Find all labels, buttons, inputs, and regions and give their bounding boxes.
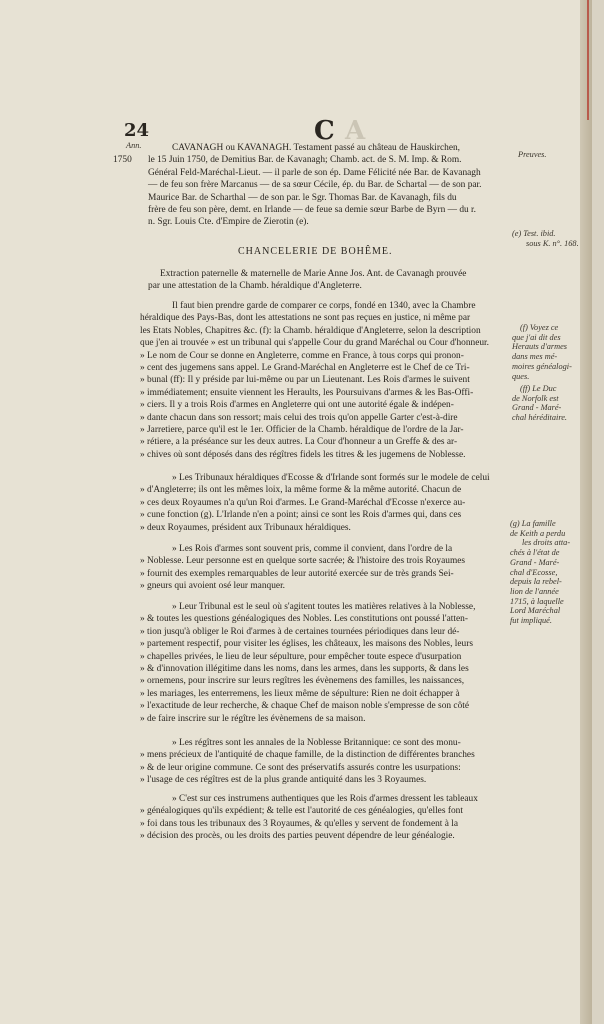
side-note-line: que j'ai dit des bbox=[512, 332, 561, 342]
paragraph-2 bbox=[140, 300, 489, 461]
text-line: » ces deux Royaumes n'a qu'un Roi d'armes. Le Grand-Maréchal d'Ecosse n'exerce au- bbox=[140, 497, 466, 508]
text-line: » immédiatement; ensuite viennent les Heraults, les Poursuivans d'armes & les Bas-Offi- bbox=[140, 387, 474, 398]
text-line: » chives où sont déposés dans des régîtres fidels les titres & les jugemens de Noblesse. bbox=[140, 449, 466, 460]
paragraph-1 bbox=[148, 268, 466, 293]
section-title: CHANCELERIE DE BOHÊME. bbox=[238, 246, 393, 257]
text-line: » fournit des exemples remarquables de leur autorité exercée sur de très grands Sei- bbox=[140, 568, 454, 579]
text-line: » cent des jugemens sans appel. Le Grand-Maréchal en Angleterre est le Chef de ce Tri- bbox=[140, 363, 470, 374]
text-line: » & d'innovation illégitime dans les noms, dans les armes, dans les supports, & dans les bbox=[140, 664, 469, 675]
side-note-line: depuis la rebel- bbox=[510, 577, 562, 587]
text-line: » bunal (ff): Il y préside par lui-même ou par un Lieutenant. Les Rois d'armes le suivent bbox=[140, 375, 470, 386]
side-note-line: (e) Test. ibid. bbox=[512, 229, 556, 238]
text-line: » Jarretiere, parce qu'il est le 1er. Officier de la Chamb. héraldique de l'ordre de la Jar- bbox=[140, 425, 464, 436]
side-note-line: dans mes mé- bbox=[512, 352, 558, 362]
text-line: » cune fonction (g). L'Irlande n'en a point; ainsi ce sont les Rois d'armes qui, dans ces bbox=[140, 510, 462, 521]
text-line: » de faire inscrire sur le régître les évènemens de sa maison. bbox=[140, 713, 366, 724]
entry-line: frère de feu son père, demt. en Irlande — de feue sa demie sœur Barbe de Byrn — du r. bbox=[148, 205, 477, 216]
side-note-line: moires généalogi- bbox=[512, 361, 572, 371]
entry-line: n. Sgr. Louis Cte. d'Empire de Zierotin (e). bbox=[148, 217, 309, 228]
text-line: » foi dans tous les tribunaux des 3 Royaumes, & qu'elles y servent de fondement à la bbox=[140, 818, 459, 829]
side-note-line: lion de l'année bbox=[510, 586, 559, 596]
text-line: » Le nom de Cour se donne en Angleterre, comme en France, à tous corps qui pronon- bbox=[140, 350, 464, 361]
show-through-letter: A bbox=[345, 116, 366, 146]
side-note-line: 1715, à laquelle bbox=[510, 596, 564, 606]
side-note-line: les droits atta- bbox=[522, 538, 571, 548]
text-line: » ornemens, pour inscrire sur leurs regîtres les évènemens des familles, les naissances, bbox=[140, 676, 465, 687]
text-line: » l'exactitude de leur recherche, & chaque Chef de maison noble s'empresse de son côté bbox=[140, 701, 470, 712]
ann-label: Ann. bbox=[126, 141, 142, 150]
side-note-line: chal d'Ecosse, bbox=[510, 567, 558, 577]
text-line: » mens précieux de l'antiquité de chaque famille, de la distinction de différentes branches bbox=[140, 750, 475, 761]
side-note-line: chal héréditaire. bbox=[512, 413, 567, 423]
text-line: » ciers. Il y a trois Rois d'armes en Angleterre qui ont une autorité égale & indépen- bbox=[140, 400, 454, 411]
text-line: que j'en ai trouvée » est un tribunal qui s'appelle Cour du grand Maréchal ou Cour d'honneur. bbox=[140, 338, 489, 349]
text-line: » d'Angleterre; ils ont les mêmes loix, la même forme & la même autorité. Chacun de bbox=[140, 485, 462, 496]
paragraph-5 bbox=[140, 601, 475, 725]
text-line: » les mariages, les enterremens, les lieux même de sépulture: Rien ne doit échapper à bbox=[140, 688, 460, 699]
side-note-line: chés à l'état de bbox=[510, 548, 560, 558]
text-line: » l'usage de ces régîtres est de la plus grande antiquité dans les 3 Royaumes. bbox=[140, 775, 427, 786]
entry-year: 1750 bbox=[113, 155, 132, 165]
text-line: Il faut bien prendre garde de comparer ce corps, fondé en 1340, avec la Chambre bbox=[172, 301, 476, 311]
text-line: » Les Tribunaux héraldiques d'Ecosse & d'Irlande sont formés sur le modele de celui bbox=[172, 473, 490, 483]
text-line: » dante chacun dans son ressort; mais celui des trois qu'on appelle Garter c'est-à-dire bbox=[140, 412, 458, 423]
side-note-line: ques. bbox=[512, 371, 530, 381]
side-note-line: Lord Maréchal bbox=[510, 606, 561, 616]
text-line: » Leur Tribunal est le seul où s'agitent toutes les matières relatives à la Noblesse, bbox=[172, 602, 476, 612]
side-note-e bbox=[512, 229, 579, 248]
entry-block bbox=[148, 142, 482, 229]
paragraph-7 bbox=[140, 793, 478, 843]
paragraph-6 bbox=[140, 737, 475, 787]
side-note-line: (ff) Le Duc bbox=[520, 384, 557, 393]
text-line: » rétiere, a la préséance sur les deux autres. La Cour d'honneur a un Greffe & des ar- bbox=[140, 437, 458, 448]
side-note-ff bbox=[512, 384, 567, 423]
text-line: » deux Royaumes, président aux Tribunaux héraldiques. bbox=[140, 522, 351, 533]
text-line: » tion jusqu'à obliger le Roi d'armes à de certaines tournées périodiques dans leur dé- bbox=[140, 626, 460, 637]
text-line: » généalogiques qu'ils expédient; & telle est l'autorité de ces généalogies, qu'elles font bbox=[140, 806, 463, 817]
entry-line: le 15 Juin 1750, de Demitius Bar. de Kavanagh; Chamb. act. de S. M. Imp. & Rom. bbox=[148, 155, 462, 166]
side-note-line: de Keith a perdu bbox=[510, 528, 566, 538]
text-line: » chapelles privées, le lieu de leur sépulture, pour empêcher toute espece d'usurpation bbox=[140, 651, 462, 662]
side-note-line: Herauts d'armes bbox=[512, 342, 568, 352]
text-line: » & de leur origine commune. Ce sont des préservatifs assurés contre les usurpations: bbox=[140, 762, 461, 773]
side-note-line: fut impliqué. bbox=[510, 616, 552, 626]
side-note-line: (g) La famille bbox=[510, 519, 556, 528]
text-line: » décision des procès, ou les droits des parties peuvent dépendre de leur généalogie. bbox=[140, 831, 455, 842]
text-line: » Noblesse. Leur personne est en quelque sorte sacrée; & l'histoire des trois Royaumes bbox=[140, 556, 466, 567]
section-letter: C bbox=[314, 116, 337, 146]
side-note-line: Grand - Maré- bbox=[512, 403, 562, 413]
paragraph-4 bbox=[140, 543, 465, 593]
text-line: » partement respectif, pour visiter les églises, les châteaux, les maisons des Nobles, leurs bbox=[140, 639, 473, 650]
text-line: » gneurs qui avoient osé leur manquer. bbox=[140, 581, 286, 592]
binding-mark bbox=[587, 0, 589, 120]
text-line: » Les régîtres sont les annales de la Noblesse Britannique: ce sont des monu- bbox=[172, 738, 461, 748]
side-note-line: Grand - Maré- bbox=[510, 557, 560, 567]
page-edge bbox=[580, 0, 592, 1024]
side-note-line: sous K. n°. 168. bbox=[526, 238, 579, 248]
side-note-line: de Norfolk est bbox=[512, 393, 559, 403]
text-line: par une attestation de la Chamb. héraldique d'Angleterre. bbox=[148, 281, 362, 292]
side-note-g bbox=[510, 519, 570, 626]
paragraph-3 bbox=[140, 472, 490, 534]
side-note-f bbox=[512, 323, 572, 381]
text-line: Extraction paternelle & maternelle de Marie Anne Jos. Ant. de Cavanagh prouvée bbox=[160, 269, 467, 279]
text-line: les Etats Nobles, Chapitres &c. (f): la Chamb. héraldique d'Angleterre, selon la description bbox=[140, 325, 481, 336]
side-note-line: (f) Voyez ce bbox=[520, 323, 559, 332]
text-line: » & toutes les questions généalogiques des Nobles. Les constitutions ont poussé l'atten- bbox=[140, 614, 468, 625]
text-line: » Les Rois d'armes sont souvent pris, comme il convient, dans l'ordre de la bbox=[172, 544, 453, 554]
preuves-label: Preuves. bbox=[518, 150, 547, 159]
page-number: 24 bbox=[124, 120, 150, 141]
text-line: » C'est sur ces instrumens authentiques que les Rois d'armes dressent les tableaux bbox=[172, 794, 478, 804]
entry-line: Maurice Bar. de Scharthal — de son par. le Sgr. Thomas Bar. de Kavanagh, fils du bbox=[148, 192, 457, 203]
entry-line: — de feu son frère Marcanus — de sa sœur Cécile, ép. du Bar. de Schartal — de son par. bbox=[148, 180, 482, 191]
entry-line: CAVANAGH ou KAVANAGH. Testament passé au château de Hauskirchen, bbox=[172, 143, 461, 153]
text-line: héraldique des Pays-Bas, dont les attestations ne sont pas reçues en justice, ni même par bbox=[140, 313, 471, 324]
entry-line: Général Feld-Maréchal-Lieut. — il parle de son ép. Dame Félicité née Bar. de Kavanagh bbox=[148, 167, 481, 178]
